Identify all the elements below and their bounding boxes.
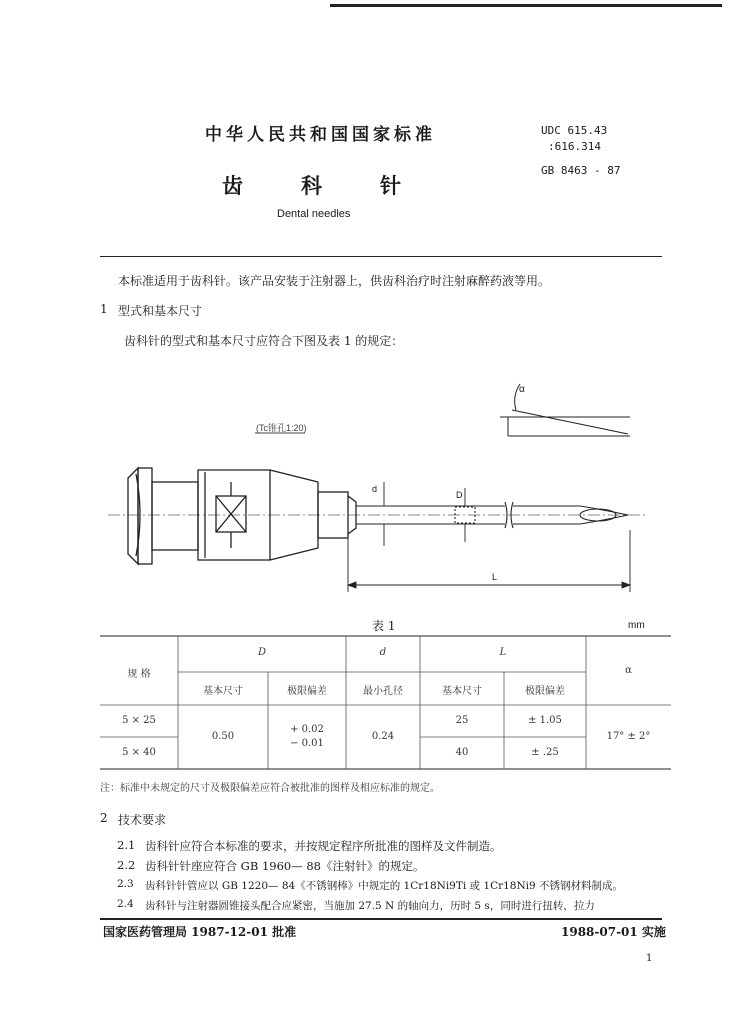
alpha-label: α bbox=[519, 384, 525, 395]
D-basic-value: 0.50 bbox=[211, 731, 235, 742]
dim-L bbox=[348, 530, 630, 592]
section1-text: 齿科针的型式和基本尺寸应符合下图及表 1 的规定： bbox=[124, 334, 404, 348]
section1-title: 型式和基本尺寸 bbox=[118, 304, 203, 318]
intro-text: 本标准适用于齿科针。该产品安装于注射器上，供齿科治疗时注射麻醉药液等用。 bbox=[118, 274, 551, 288]
udc-code-secondary: :616.314 bbox=[548, 140, 601, 153]
req-2-2-num: 2.2 bbox=[117, 858, 136, 872]
req-2-4-text: 齿科针与注射器圆锥接头配合应紧密，当施加 27.5 N 的轴向力，历时 5 s，同时进行扭转，拉力 bbox=[145, 900, 595, 912]
row1-L-tol: ± 1.05 bbox=[528, 715, 562, 726]
th-d-min: 最小孔径 bbox=[363, 686, 403, 697]
th-D-basic: 基本尺寸 bbox=[203, 686, 243, 697]
D-tol-lower: − 0.01 bbox=[290, 738, 324, 749]
gb-number: GB 8463 - 87 bbox=[541, 164, 621, 177]
th-D: D bbox=[257, 647, 267, 658]
top-rule bbox=[330, 4, 722, 7]
D-tol-upper: + 0.02 bbox=[290, 724, 324, 735]
table-note: 注：标准中未规定的尺寸及极限偏差应符合被批准的图样及相应标准的规定。 bbox=[100, 783, 440, 794]
table-unit: mm bbox=[628, 620, 645, 631]
th-L-basic: 基本尺寸 bbox=[442, 686, 482, 697]
row2-L-basic: 40 bbox=[455, 747, 469, 758]
req-2-1-num: 2.1 bbox=[117, 838, 136, 852]
section2-title: 技术要求 bbox=[118, 813, 167, 827]
table-caption: 表 1 bbox=[372, 619, 396, 633]
req-2-1-text: 齿科针应符合本标准的要求，并按规定程序所批准的图样及文件制造。 bbox=[145, 839, 502, 853]
footer-rule bbox=[100, 918, 662, 920]
req-2-2-text: 齿科针针座应符合 GB 1960— 88《注射针》的规定。 bbox=[145, 859, 425, 873]
thread-label: (Tc锥孔1:20) bbox=[256, 423, 307, 433]
header-rule bbox=[100, 256, 662, 257]
row2-L-tol: ± .25 bbox=[531, 747, 559, 758]
udc-code: UDC 615.43 bbox=[541, 124, 608, 137]
req-2-3-text: 齿科针针管应以 GB 1220— 84《不锈钢棒》中规定的 1Cr18Ni9Ti 或 1Cr18Ni9 不锈钢材料制成。 bbox=[145, 880, 624, 892]
page-number: 1 bbox=[646, 953, 653, 964]
needle-drawing bbox=[0, 370, 729, 610]
implementation-date: 1988-07-01 实施 bbox=[561, 925, 666, 939]
product-name-en: Dental needles bbox=[277, 208, 351, 220]
section2-number: 2 bbox=[100, 811, 108, 825]
section1-number: 1 bbox=[100, 302, 108, 316]
th-D-tol: 极限偏差 bbox=[287, 686, 327, 697]
req-2-4-num: 2.4 bbox=[117, 898, 134, 910]
approval-date: 国家医药管理局 1987-12-01 批准 bbox=[103, 925, 297, 939]
alpha-value: 17° ± 2° bbox=[606, 731, 651, 742]
product-name-cn: 齿科针 bbox=[222, 173, 459, 198]
L-label: L bbox=[492, 572, 498, 582]
th-spec: 规 格 bbox=[127, 669, 151, 680]
row1-spec: 5 × 25 bbox=[122, 715, 156, 726]
th-d: d bbox=[379, 647, 387, 658]
dimension-table bbox=[100, 635, 671, 770]
row1-L-basic: 25 bbox=[455, 715, 469, 726]
D-label: D bbox=[456, 490, 463, 500]
d-label: d bbox=[372, 484, 378, 494]
needle-hub bbox=[128, 468, 356, 564]
d-min-value: 0.24 bbox=[371, 731, 395, 742]
req-2-3-num: 2.3 bbox=[117, 878, 134, 890]
standard-title: 中华人民共和国国家标准 bbox=[205, 125, 436, 145]
th-L: L bbox=[499, 647, 507, 658]
row2-spec: 5 × 40 bbox=[122, 747, 156, 758]
th-alpha: α bbox=[625, 665, 632, 676]
th-L-tol: 极限偏差 bbox=[525, 686, 565, 697]
